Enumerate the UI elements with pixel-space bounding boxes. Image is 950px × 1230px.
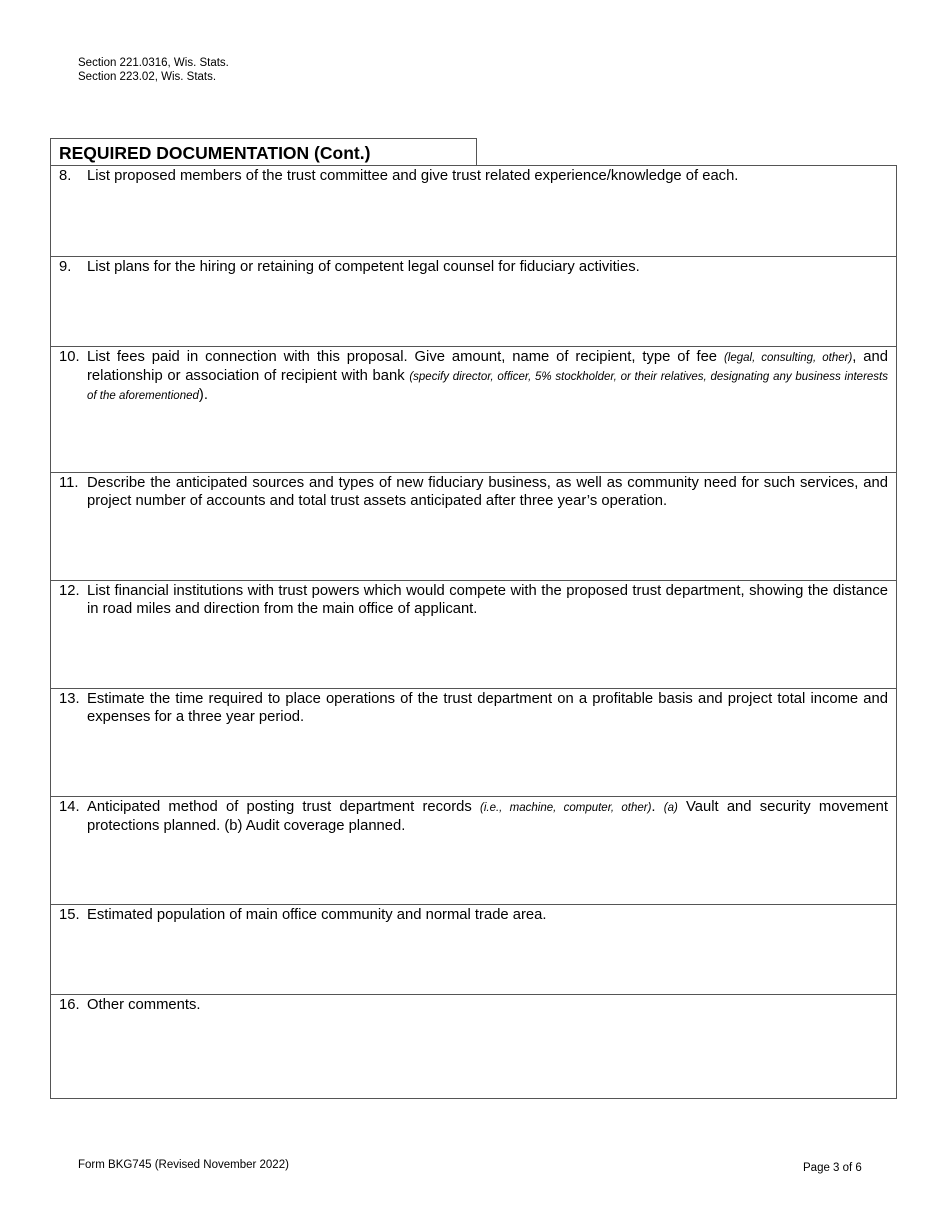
question-number: 12. (59, 583, 80, 599)
statute-references (78, 56, 229, 84)
question-text: Estimated population of main office community and normal trade area. (87, 907, 547, 923)
question-number: 15. (59, 907, 80, 923)
question-text: List fees paid in connection with this proposal. Give amount, name of recipient, type of fee (87, 349, 724, 365)
question-number: 9. (59, 259, 72, 275)
question-note: (a) (663, 802, 678, 814)
statute-ref-1: Section 221.0316, Wis. Stats. (78, 57, 229, 69)
question-text: List proposed members of the trust committee and give trust related experience/knowledge of each. (87, 168, 739, 184)
question-row-9[interactable] (51, 256, 896, 346)
question-row-14[interactable] (51, 796, 896, 904)
question-text: Other comments. (87, 997, 201, 1013)
question-number: 16. (59, 997, 80, 1013)
question-row-15[interactable] (51, 904, 896, 994)
question-row-13[interactable] (51, 688, 896, 796)
question-row-12[interactable] (51, 580, 896, 688)
statute-ref-2: Section 223.02, Wis. Stats. (78, 71, 217, 83)
question-text: ). (198, 387, 208, 403)
question-row-10[interactable] (51, 346, 896, 472)
page-number: Page 3 of 6 (803, 1162, 862, 1174)
question-note: (specify director, officer, 5% stockholder, or their relatives, designating any business interests of the aforementioned (87, 371, 889, 402)
question-number: 14. (59, 799, 80, 815)
question-text: Vault and security movement protections planned. (b) Audit coverage planned. (87, 799, 888, 834)
section-title: REQUIRED DOCUMENTATION (Cont.) (50, 138, 477, 165)
question-number: 11. (59, 475, 79, 491)
question-text: , and relationship or association of recipient with bank (87, 349, 888, 384)
question-number: 10. (59, 349, 80, 365)
question-row-8[interactable] (51, 166, 896, 256)
question-number: 13. (59, 691, 80, 707)
question-note: (legal, consulting, other) (723, 352, 853, 364)
question-text: List plans for the hiring or retaining of competent legal counsel for fiduciary activities. (87, 259, 640, 275)
question-text: Estimate the time required to place operations of the trust department on a profitable basis and project total income and expenses for a three year period. (87, 691, 888, 725)
question-text: . (651, 799, 664, 815)
question-text: Anticipated method of posting trust department records (87, 799, 480, 815)
form-identifier: Form BKG745 (Revised November 2022) (78, 1159, 289, 1171)
documentation-table (50, 165, 897, 1099)
question-text: List financial institutions with trust powers which would compete with the proposed trust department, showing the distance in road miles and direction from the main office of applicant. (87, 583, 888, 617)
question-row-16[interactable] (51, 994, 896, 1098)
question-number: 8. (59, 168, 72, 184)
question-text: Describe the anticipated sources and types of new fiduciary business, as well as community need for such services, and project number of accounts and total trust assets anticipated after three year’s operation. (87, 475, 888, 509)
question-row-11[interactable] (51, 472, 896, 580)
question-note: (i.e., machine, computer, other) (480, 802, 652, 814)
